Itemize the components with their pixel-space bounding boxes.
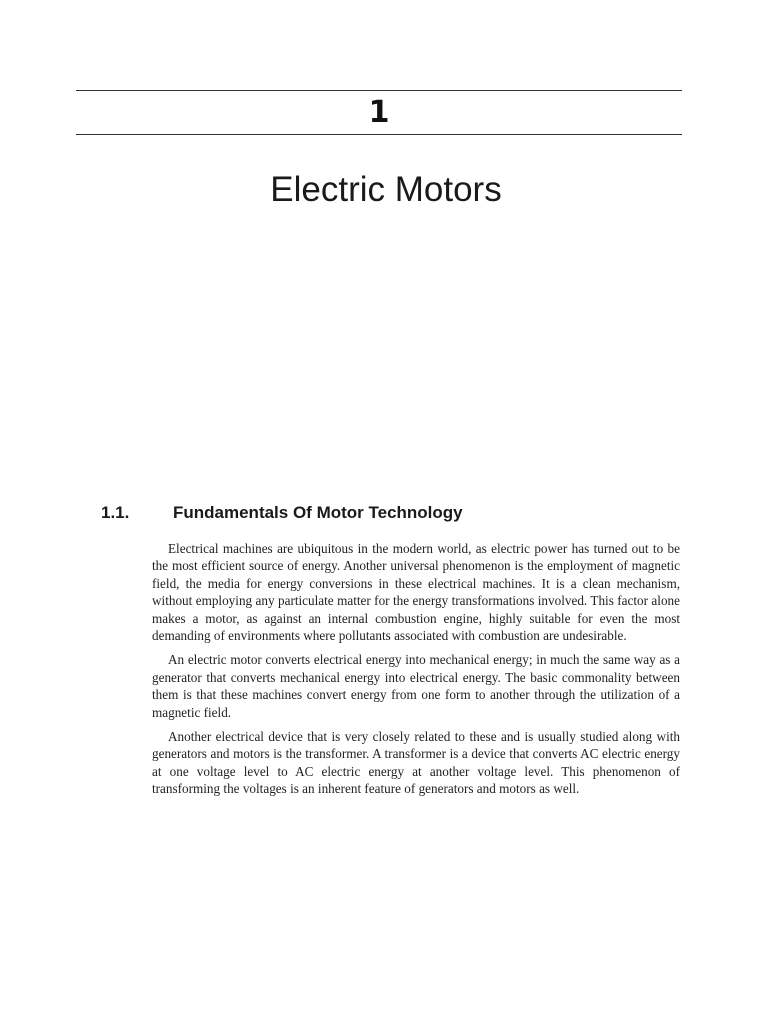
paragraph: Another electrical device that is very closely related to these and is usually studied along with generators and motors is the transformer. A transformer is a device that converts AC electric energy at one voltage level to AC electric energy at another voltage level. This phenomenon of transforming the voltages is an inherent feature of generators and motors as well. [152,729,680,797]
section-title: Fundamentals Of Motor Technology [173,503,463,522]
paragraph: An electric motor converts electrical energy into mechanical energy; in much the same way as a generator that converts mechanical energy into electrical energy. The basic commonality between them is that these machines convert energy from one form to another through the utilization of a magnetic field. [152,652,680,720]
body-text [152,540,680,805]
chapter-bottom-rule [76,134,682,135]
section-number: 1.1. [101,503,130,522]
chapter-top-rule [76,90,682,91]
chapter-title: Electric Motors [270,170,502,209]
chapter-number: 1 [368,95,390,130]
section-heading [101,501,463,525]
paragraph: Electrical machines are ubiquitous in the modern world, as electric power has turned out to be the most efficient source of energy. Another universal phenomenon is the employment of magnetic field, the media for energy conversions in these electrical machines. It is a clean mechanism, without employing any particulate matter for the energy transformations involved. This factor alone makes a motor, as against an internal combustion engine, highly suitable for even the most demanding of environments where pollutants associated with combustion are undesirable. [152,541,680,644]
